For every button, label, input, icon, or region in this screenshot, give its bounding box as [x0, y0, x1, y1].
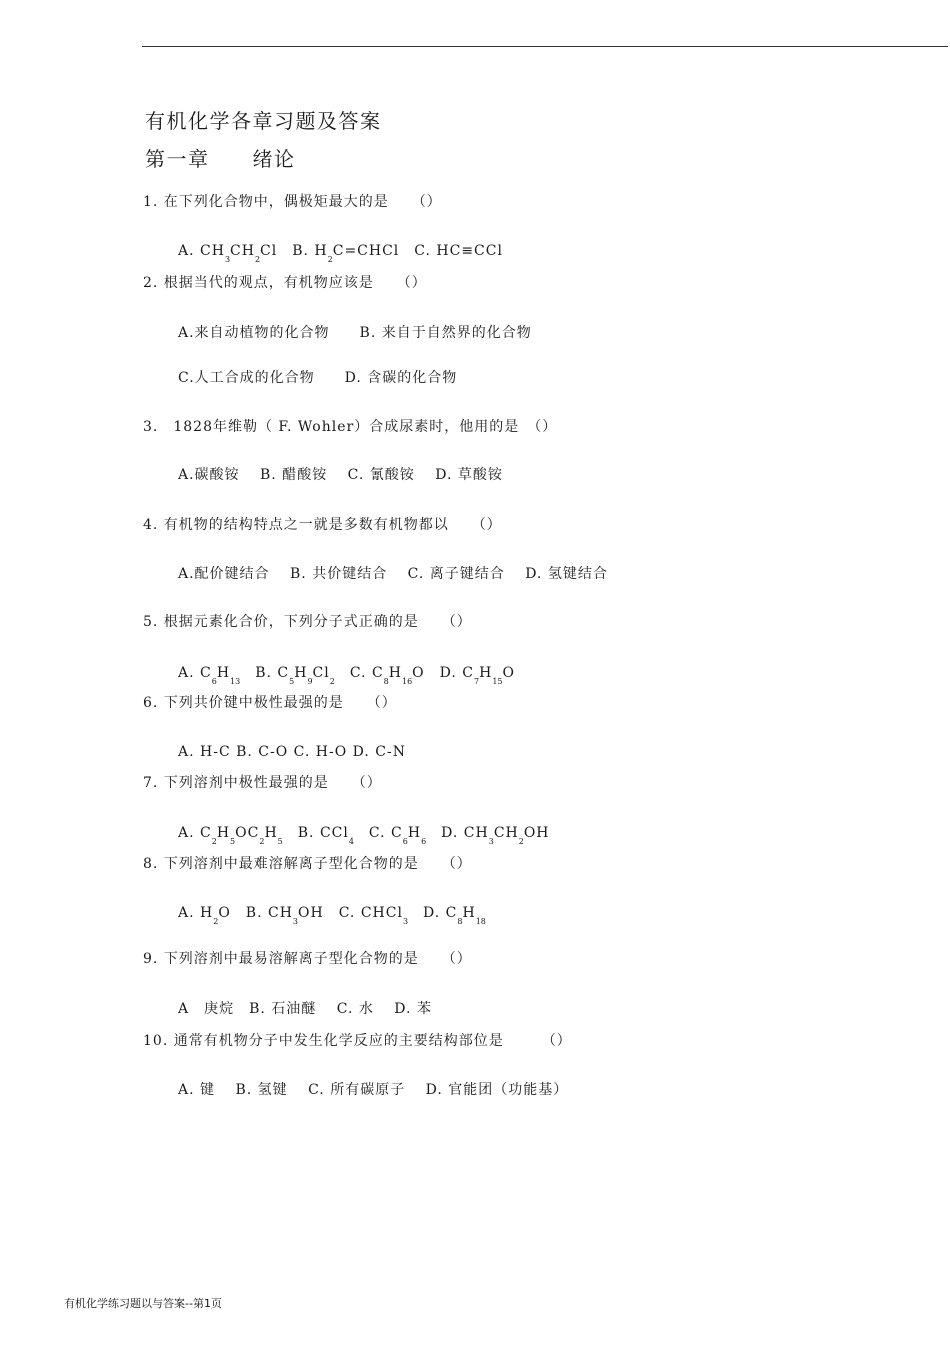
- question-8-options: A. $H_2O$ B. $CH_3OH$ C. CHCl$_3$ D. $C_8H_{18}$: [178, 905, 486, 926]
- question-7: 7. 下列溶剂中极性最强的是 （）: [143, 775, 382, 791]
- question-2: 2. 根据当代的观点，有机物应该是 （）: [143, 275, 427, 291]
- question-4-options: A.配价键结合 B. 共价键结合 C. 离子键结合 D. 氢键结合: [178, 566, 608, 582]
- question-2-options-line-1: A.来自动植物的化合物 B. 来自于自然界的化合物: [178, 325, 532, 341]
- question-10: 10. 通常有机物分子中发生化学反应的主要结构部位是 （）: [143, 1033, 572, 1049]
- chapter-heading: 第一章 绪论: [145, 147, 296, 171]
- question-1: 1. 在下列化合物中，偶极矩最大的是 （）: [143, 194, 442, 210]
- question-9-options: A 庚烷 B. 石油醚 C. 水 D. 苯: [178, 1001, 432, 1017]
- question-10-options: A. 键 B. 氢键 C. 所有碳原子 D. 官能团（功能基）: [178, 1082, 569, 1098]
- question-7-options: A. $C_2H_5OC_2H_5$ B. CCl$_4$ C. $C_6H_6$ D. $CH_3CH_2OH$: [178, 825, 550, 846]
- page-footer: 有机化学练习题以与答案--第1页: [64, 1297, 222, 1310]
- header-rule: [142, 46, 948, 47]
- question-3-options: A.碳酸铵 B. 醋酸铵 C. 氰酸铵 D. 草酸铵: [178, 467, 503, 483]
- question-5-options: A. $C_6H_{13}$ B. $C_5H_9Cl_2$ C. $C_8H_{16}O$ D. $C_7H_{15}O$: [178, 665, 515, 686]
- question-2-options-line-2: C.人工合成的化合物 D. 含碳的化合物: [178, 370, 458, 386]
- question-3: 3. 1828年维勒（ F. Wohler）合成尿素时，他用的是 （）: [143, 419, 558, 435]
- question-6: 6. 下列共价键中极性最强的是 （）: [143, 695, 397, 711]
- question-4: 4. 有机物的结构特点之一就是多数有机物都以 （）: [143, 517, 502, 533]
- document-title: 有机化学各章习题及答案: [145, 109, 382, 133]
- question-5: 5. 根据元素化合价，下列分子式正确的是 （）: [143, 614, 472, 630]
- question-6-options: A. H-C B. C-O C. H-O D. C-N: [178, 744, 406, 760]
- question-1-options: A. $CH_3CH_2Cl$ B. $H_2C=CHCl$ C. HC≡CCl: [178, 243, 503, 264]
- question-8: 8. 下列溶剂中最难溶解离子型化合物的是 （）: [143, 856, 472, 872]
- question-9: 9. 下列溶剂中最易溶解离子型化合物的是 （）: [143, 951, 472, 967]
